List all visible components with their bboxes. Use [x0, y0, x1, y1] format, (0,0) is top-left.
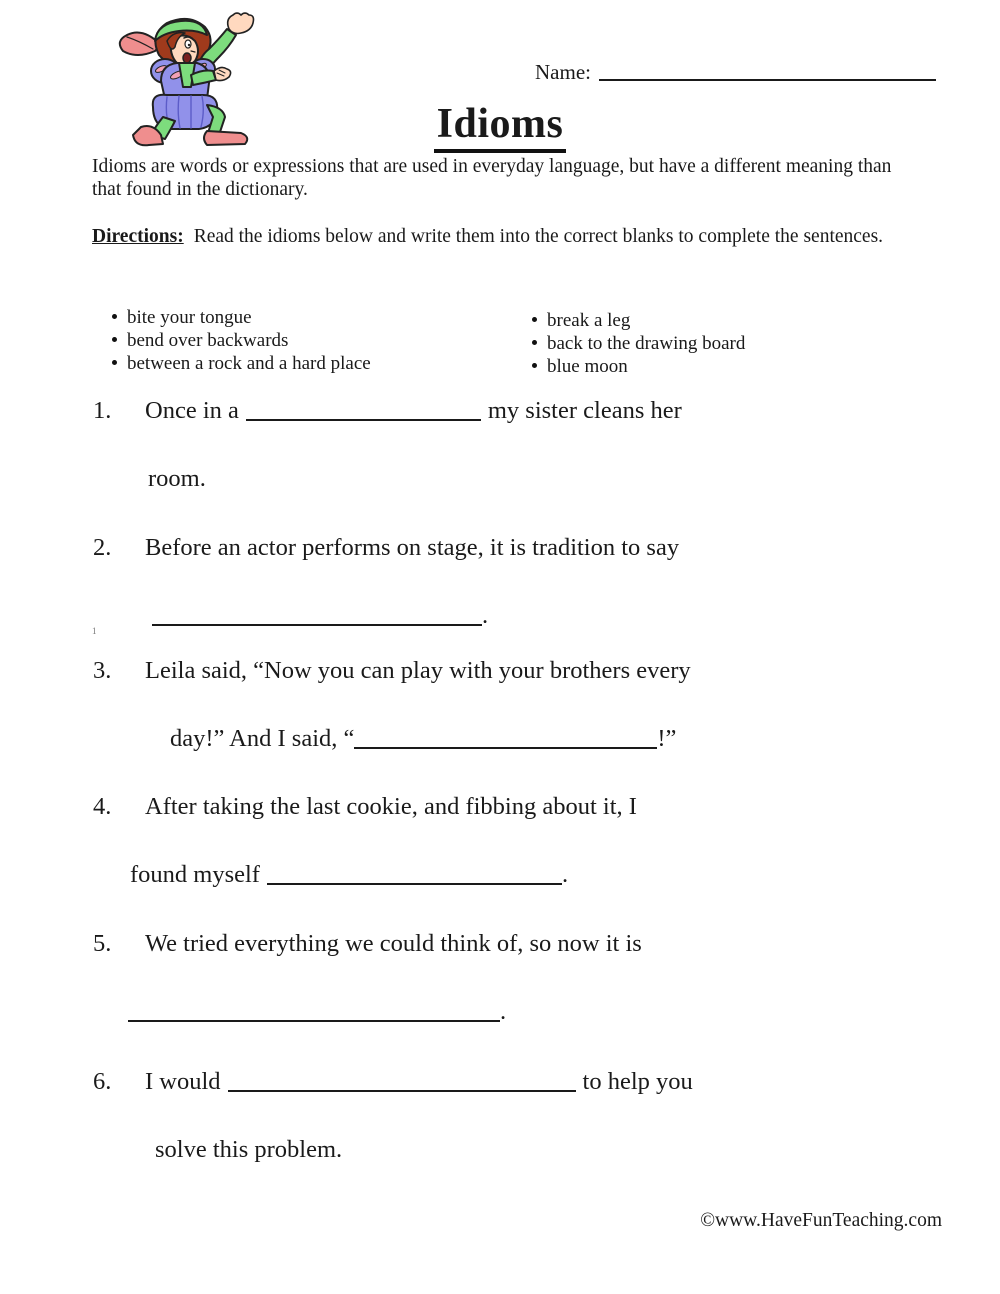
question-line: [93, 396, 682, 426]
name-label: Name:: [535, 60, 591, 84]
list-item: [112, 306, 371, 329]
idiom-option: bend over backwards: [127, 330, 289, 351]
list-item: [532, 355, 745, 378]
idiom-option: break a leg: [547, 310, 631, 331]
bullet-icon: [112, 337, 117, 342]
copyright-footer: ©www.HaveFunTeaching.com: [700, 1210, 942, 1231]
question-text: found myself: [130, 861, 260, 888]
question-text: to help you: [582, 1068, 693, 1095]
answer-blank-line: [267, 864, 562, 885]
question-line: [93, 533, 679, 563]
list-item: [532, 332, 745, 355]
question-text: Once in a: [145, 397, 239, 424]
idiom-option: bite your tongue: [127, 307, 252, 328]
idiom-option: blue moon: [547, 356, 628, 377]
question-line: [93, 929, 642, 959]
bullet-icon: [532, 340, 537, 345]
directions-label: Directions:: [92, 226, 184, 247]
bullet-icon: [112, 360, 117, 365]
answer-blank-line: [246, 400, 481, 421]
question-number: 4.: [93, 793, 112, 820]
list-item: [112, 352, 371, 375]
question-text: After taking the last cookie, and fibbing about it, I: [145, 793, 637, 820]
question-text: .: [500, 998, 507, 1025]
bullet-icon: [532, 317, 537, 322]
answer-blank-line: [354, 728, 657, 749]
question-text: We tried everything we could think of, so now it is: [145, 930, 642, 957]
question-line: [93, 792, 637, 822]
question-line: [152, 601, 679, 631]
bullet-icon: [112, 314, 117, 319]
question-text: room.: [148, 465, 206, 492]
page-title: Idioms: [434, 100, 567, 153]
question-number: 3.: [93, 657, 112, 684]
question-text: my sister cleans her: [487, 397, 682, 424]
question-line: [93, 1067, 693, 1097]
question-line: [170, 724, 691, 754]
question-text: day!” And I said, “: [170, 725, 355, 752]
question-text: .: [482, 602, 489, 629]
title-wrap: [0, 100, 1000, 153]
name-blank-line: [599, 62, 936, 81]
name-line: [535, 60, 936, 85]
question-5: [93, 929, 642, 1027]
idiom-option: between a rock and a hard place: [127, 353, 371, 374]
question-line: [128, 997, 642, 1027]
question-text: .: [561, 861, 569, 888]
question-text: Before an actor performs on stage, it is tradition to say: [145, 534, 680, 561]
answer-blank-line: [128, 1001, 500, 1022]
question-6: [93, 1067, 693, 1165]
question-line: [148, 464, 682, 494]
answer-blank-line: [152, 605, 482, 626]
stray-print-mark: 1: [92, 626, 97, 636]
list-item: [112, 329, 371, 352]
question-line: [130, 860, 637, 890]
idiom-option: back to the drawing board: [547, 333, 746, 354]
question-line: [93, 656, 691, 686]
question-text: Leila said, “Now you can play with your brothers every: [145, 657, 691, 684]
list-item: [532, 309, 745, 332]
question-text: solve this problem.: [155, 1136, 343, 1163]
question-2: [93, 533, 679, 631]
question-number: 6.: [93, 1068, 112, 1095]
question-1: [93, 396, 682, 494]
question-number: 5.: [93, 930, 112, 957]
question-line: [155, 1135, 693, 1165]
answer-blank-line: [228, 1071, 576, 1092]
question-text: !”: [657, 725, 677, 752]
question-4: [93, 792, 637, 890]
word-bank-left-column: [112, 306, 371, 375]
intro-paragraph: Idioms are words or expressions that are used in everyday language, but have a different meaning than that found in the dictionary.: [92, 156, 892, 200]
directions-text: Read the idioms below and write them into the correct blanks to complete the sentences.: [193, 226, 884, 247]
bullet-icon: [532, 363, 537, 368]
question-text: I would: [145, 1068, 221, 1095]
question-number: 2.: [93, 534, 112, 561]
word-bank-right-column: [532, 309, 745, 378]
directions-paragraph: [92, 225, 892, 248]
question-number: 1.: [93, 397, 112, 424]
question-3: [93, 656, 691, 754]
